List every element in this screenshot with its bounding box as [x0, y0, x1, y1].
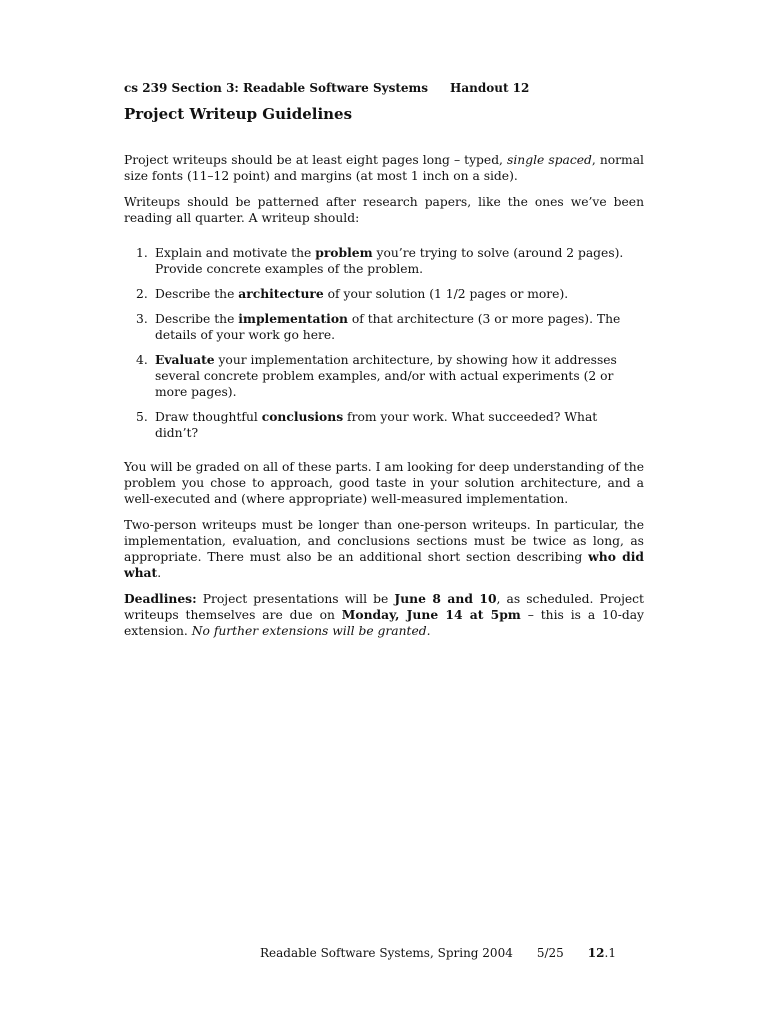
footer-page-number: 12.1 — [587, 946, 616, 960]
list-item: 1. Explain and motivate the problem you’re trying to solve (around 2 pages). Provide concrete examples of the problem. — [136, 245, 624, 276]
paragraph-grading: You will be graded on all of these parts. I am looking for deep understanding of the problem you chose to approach, good taste in your solution architecture, and a well-executed and (where appropriate) well-measured implementation. — [124, 460, 644, 506]
paragraph-deadlines: Deadlines: Project presentations will be June 8 and 10, as scheduled. Project writeups themselves are due on Monday, June 14 at 5pm – this is a 10-day extension. No further extensions will be granted. — [124, 591, 645, 638]
list-item: 5. Draw thoughtful conclusions from your work. What succeeded? What didn’t? — [136, 409, 598, 440]
paragraph-pattern: Writeups should be patterned after research papers, like the ones we’ve been reading all quarter. A writeup should: — [124, 195, 644, 225]
document-page — [124, 0, 644, 1024]
course-header: cs 239 Section 3: Readable Software Systems — [124, 81, 428, 95]
document-body — [124, 152, 644, 639]
footer-date: 5/25 — [536, 946, 564, 960]
paragraph-two-person: Two-person writeups must be longer than one-person writeups. In particular, the implementation, evaluation, and conclusions sections must be twice as long, as appropriate. There must also be an additional short section describing who did what. — [124, 518, 644, 580]
handout-number: Handout 12 — [450, 81, 530, 95]
writeup-requirements-list — [124, 245, 644, 441]
list-item: 2. Describe the architecture of your solution (1 1/2 pages or more). — [136, 286, 569, 301]
list-item: 4. Evaluate your implementation architecture, by showing how it addresses several concrete problem examples, and/or with actual experiments (2 or more pages). — [136, 352, 617, 399]
list-item: 3. Describe the implementation of that architecture (3 or more pages). The details of your work go here. — [136, 311, 621, 342]
page-title: Project Writeup Guidelines — [124, 105, 353, 123]
page-footer — [260, 946, 616, 960]
footer-course: Readable Software Systems, Spring 2004 — [260, 946, 513, 960]
paragraph-format: Project writeups should be at least eight pages long – typed, single spaced, normal size fonts (11–12 point) and margins (at most 1 inch on a side). — [124, 153, 644, 183]
handout-header — [124, 81, 644, 95]
